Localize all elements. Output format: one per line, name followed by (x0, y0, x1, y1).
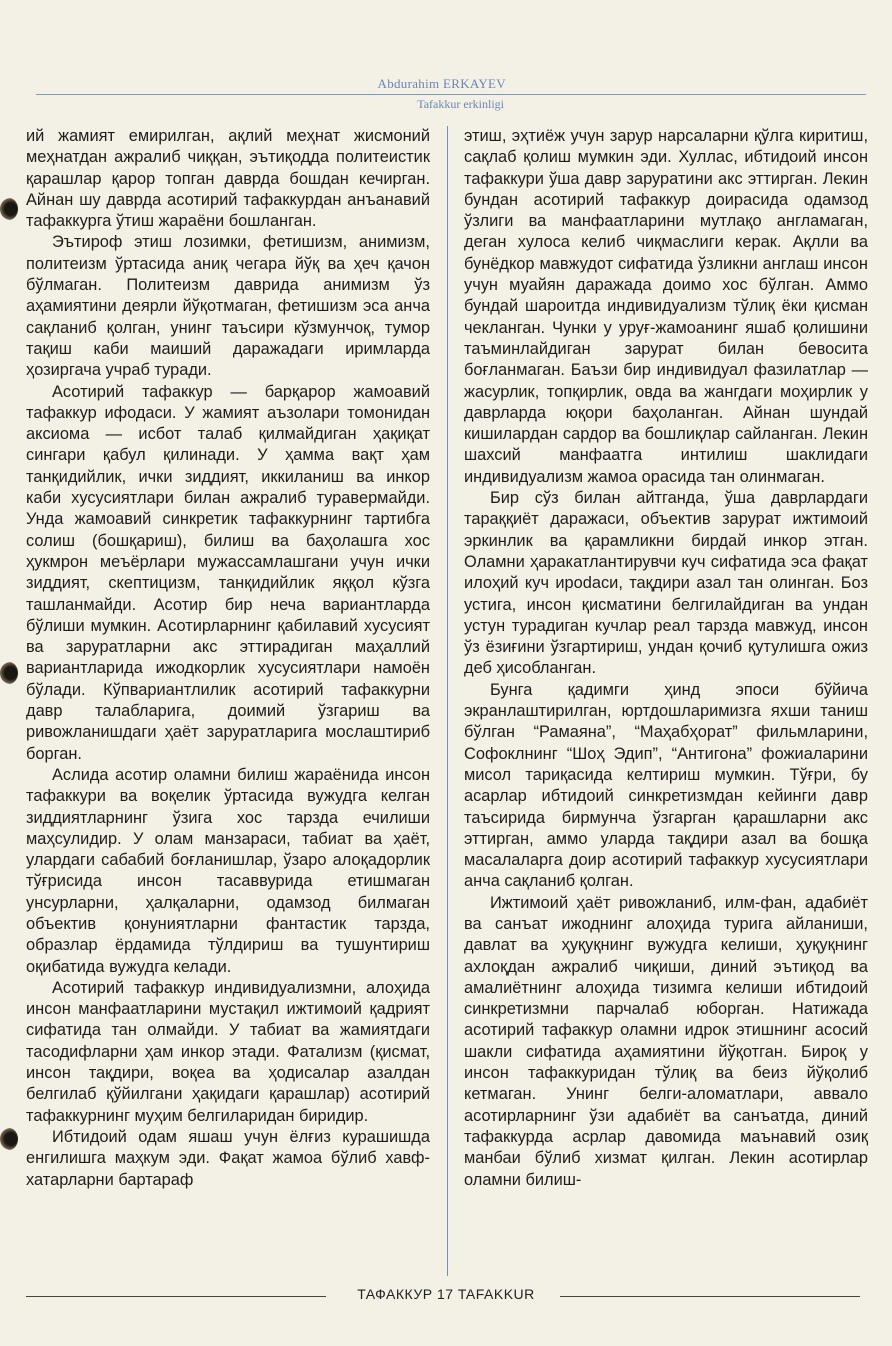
running-header (36, 72, 866, 116)
punch-hole (0, 198, 18, 220)
paragraph: ий жамият емирилган, ақлий меҳнат жисмоний меҳнатдан ажралиб чиққан, эътиқодда политеистик қарашлар қарор топган даврда бошдан кечирган. Айнан шу даврда асотирий тафаккурдан анъанавий тафаккурга ўтиш жараёни бошланган. (26, 127, 430, 231)
footer-rule-right (560, 1296, 860, 1297)
paragraph: Ибтидоий одам яшаш учун ёлғиз курашишда енгилишга маҳкум эди. Фақат жамоа бўлиб хавф-хатарларни бартараф (26, 1127, 430, 1189)
footer-rule-left (26, 1296, 326, 1297)
right-column (464, 126, 868, 1276)
header-author: Abdurahim ERKAYEV (377, 76, 506, 91)
footer-page-number: ТАФАККУР 17 TAFAKKUR (357, 1286, 535, 1302)
punch-hole (0, 662, 18, 684)
page-footer (26, 1286, 866, 1306)
paragraph: Асотирий тафаккур — барқарор жамоавий тафаккур ифодаси. У жамият аъзолари томонидан аксиома — исбот талаб қилмайдиган ҳақиқат сингари қабул қилинади. У ҳамма вақт ҳам танқидийлик, ички зиддият, иккиланиш ва инкор каби хусусиятлари билан ажралиб туравермайди. Унда жамоавий синкретик тафаккурнинг тартибга солиш (бошқариш), билиш ва баҳолашга хос ҳукмрон меъёрлари мужассамлашгани учун ички зиддият, скептицизм, танқидийлик яққол кўзга ташланмайди. Асотир бир неча вариантларда бўлиши мумкин. Асотирларнинг қабилавий хусусият ва заруратларни акс эттирадиган маҳаллий вариантларида ижодкорлик хусусиятлари намоён бўлади. Кўпвариантлилик асотирий тафаккурни давр талабларига, доимий ўзгариш ва ривожланишдаги ҳаёт заруратларига мослаштириб борган. (26, 382, 430, 763)
header-title: Tafakkur erkinligi (417, 97, 504, 111)
column-divider (447, 126, 448, 1276)
paragraph: Бир сўз билан айтганда, ўша даврлардаги тараққиёт даражаси, объектив зарурат ижтимоий эркинлик ва қарамликни бирдай инкор этган. Оламни ҳаракатлантирувчи куч сифатида эса фақат илоҳий куч ироdаси, тақдири азал тан олинган. Боз устига, инсон қисматини белгилайдиган ва ундан устун турадиган кучлар реал тарзда мавжуд, инсон ўз ёзиғини ўзгартириш, ундан қочиб қутулишга ожиз деб ҳисобланган. (464, 489, 868, 678)
paragraph: Эътироф этиш лозимки, фетишизм, анимизм, политеизм ўртасида аниқ чегара йўқ ва ҳеч қачон бўлмаган. Политеизм даврида анимизм ўз аҳамиятини деярли йўқотмаган, фетишизм эса анча сақланиб қолган, унинг таъсири кўзмунчоқ, тумор тақиш каби маиший даражадаги иримларда ҳозиргача учраб туради. (26, 233, 430, 380)
header-rule (36, 94, 866, 95)
paragraph: Ижтимоий ҳаёт ривожланиб, илм-фан, адабиёт ва санъат ижоднинг алоҳида турига айланиши, давлат ва ҳуқуқнинг вужудга келиши, ҳуқуқнинг ахлоқдан ажралиб чиқиши, диний эътиқод ва амалиётнинг алоҳида тизимга келиши ибтидоий синкретизмни парчалаб юборган. Натижада асотирий тафаккур оламни идрок этишнинг асосий шакли сифатида аҳамиятини йўқотган. Бироқ у инсон тафаккуридан тўлиқ ва беиз йўқолиб кетмаган. Унинг белги-аломатлари, аввало асотирларнинг ўзи адабиёт ва санъатда, диний тафаккурда асрлар давомида маънавий озиқ манбаи бўлиб хизмат қилган. Лекин асотирлар оламни билиш- (464, 893, 868, 1189)
paragraph: Асотирий тафаккур индивидуализмни, алоҳида инсон манфаатларини мустақил ижтимоий қадрият сифатида тан олмайди. У табиат ва жамиятдаги тасодифларни ҳам инкор этади. Фатализм (қисмат, инсон тақдири, воқеа ва ҳодисалар азалдан белгилаб қўйилгани ҳақидаги қарашлар) асотирий тафаккурнинг муҳим белгиларидан биридир. (26, 978, 430, 1125)
paragraph: Бунга қадимги ҳинд эпоси бўйича экранлаштирилган, юртдошларимизга яхши таниш бўлган “Рамаяна”, “Маҳабҳорат” фильмларини, Софоклнинг “Шоҳ Эдип”, “Антигона” фожиаларини мисол тариқасида келтириш мумкин. Тўғри, бу асарлар ибтидоий синкретизмдан кейинги давр таъсирида бирмунча ўзгарган қарашларни акс эттирган, аммо уларда тақдири азал ва бошқа масалаларга доир асотирий тафаккур хусусиятлари анча сақланиб қолган. (464, 680, 868, 891)
punch-hole (0, 1128, 18, 1150)
paragraph: этиш, эҳтиёж учун зарур нарсаларни қўлга киритиш, сақлаб қолиш мумкин эди. Хуллас, ибтидоий инсон тафаккури ўша давр заруратини акс эттирган. Лекин бундан асотирий тафаккур доирасида одамзод ўзлиги ва манфаатларини мутлақо англамаган, деган хулоса келиб чиқмаслиги керак. Ақлли ва бунёдкор мавжудот сифатида ўзликни англаш инсон учун муайян даражада доимо хос бўлган. Аммо бундай шароитда индивидуализм тўлиқ ёки қисман чекланган. Чунки у уруғ-жамоанинг яшаб қолишини таъминлайдиган зарурат билан бевосита боғланмаган. Баъзи бир индивидуал фазилатлар — жасурлик, топқирлик, овда ва жангдаги моҳирлик у даврларда юқори баҳоланган. Айнан шундай кишилардан сардор ва бошлиқлар сайланган. Лекин шахсий манфаатга интилиш шаклидаги индивидуализм жамоа орасида тан олинмаган. (464, 127, 868, 486)
paragraph: Аслида асотир оламни билиш жараёнида инсон тафаккури ва воқелик ўртасида вужудга келган зиддиятларнинг ўзига хос тарзда ечилиши маҳсулидир. У олам манзараси, табиат ва ҳаёт, улардаги сабабий боғланишлар, ўзаро алоқадорлик тўғрисида инсон тасаввурида етишмаган унсурларни, ҳалқаларни, одамзод билмаган объектив қонуниятларни фантастик тарзда, образлар ёрдамида тўлдириш ва тушунтириш оқибатида вужудга келади. (26, 765, 430, 976)
left-column (26, 126, 430, 1276)
